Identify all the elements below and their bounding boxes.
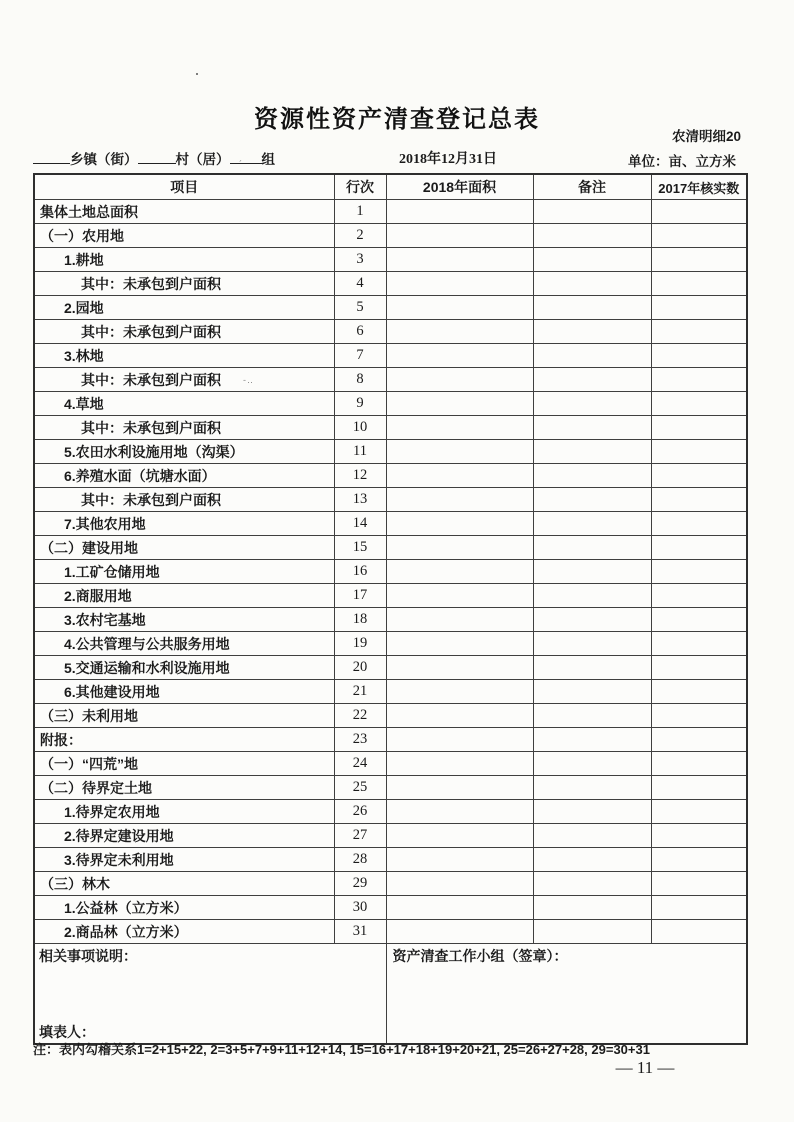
verified-2017-cell [651,632,747,656]
row-label: 其中：未承包到户面积 [81,323,221,340]
remark-cell [533,248,651,272]
row-label-cell [34,608,334,632]
area-2018-cell [386,368,533,392]
area-2018-cell [386,560,533,584]
info-line [0,148,794,168]
table-row [34,800,747,824]
row-label-cell [34,536,334,560]
area-2018-cell [386,344,533,368]
table-row [34,752,747,776]
signature-cell [386,944,747,1045]
remark-cell [533,800,651,824]
row-line-number: 20 [334,656,386,680]
row-line-number: 4 [334,272,386,296]
table-row [34,632,747,656]
verified-2017-cell [651,248,747,272]
table-row [34,680,747,704]
row-line-number: 25 [334,776,386,800]
row-label: 5.农田水利设施用地（沟渠） [64,443,244,460]
row-label-cell [34,704,334,728]
table-row [34,488,747,512]
row-label-cell [34,488,334,512]
row-line-number: 19 [334,632,386,656]
table-body [34,200,747,944]
row-line-number: 26 [334,800,386,824]
row-label-cell [34,464,334,488]
row-line-number: 3 [334,248,386,272]
row-line-number: 24 [334,752,386,776]
row-label: 集体土地总面积 [40,203,138,220]
row-line-number: 7 [334,344,386,368]
location-fill-line [33,148,275,168]
row-line-number: 31 [334,920,386,944]
verified-2017-cell [651,728,747,752]
area-2018-cell [386,896,533,920]
row-label: 其中：未承包到户面积 [81,419,221,436]
table-header-row [34,174,747,200]
row-line-number: 18 [334,608,386,632]
signature-label: 资产清查工作小组（签章）： [392,948,568,964]
area-2018-cell [386,536,533,560]
remark-cell [533,608,651,632]
unit-label: 单位：亩、立方米 [628,154,736,169]
table-row [34,296,747,320]
column-header-item: 项目 [34,174,334,200]
row-label-cell [34,584,334,608]
remark-cell [533,464,651,488]
area-2018-cell [386,632,533,656]
row-line-number: 1 [334,200,386,224]
table-row [34,728,747,752]
verified-2017-cell [651,680,747,704]
remark-cell [533,320,651,344]
table-row [34,776,747,800]
column-header-remark: 备注 [533,174,651,200]
row-label: （一）“四荒”地 [40,755,138,772]
remark-cell [533,872,651,896]
row-label-cell [34,656,334,680]
verified-2017-cell [651,488,747,512]
row-label: 附报： [40,731,82,748]
remark-cell [533,512,651,536]
table-row [34,656,747,680]
row-label: 2.园地 [64,299,104,316]
remark-cell [533,632,651,656]
table-row [34,560,747,584]
row-label: 3.林地 [64,347,104,364]
verified-2017-cell [651,320,747,344]
remark-cell [533,344,651,368]
verified-2017-cell [651,656,747,680]
row-label: 1.工矿仓储用地 [64,563,160,580]
row-label: 2.商服用地 [64,587,132,604]
row-label: 7.其他农用地 [64,515,146,532]
remark-cell [533,776,651,800]
area-2018-cell [386,728,533,752]
village-blank-field [138,150,176,164]
row-label: 5.交通运输和水利设施用地 [64,659,230,676]
verified-2017-cell [651,536,747,560]
row-label: （三）林木 [40,875,110,892]
area-2018-cell [386,488,533,512]
row-label: 1.待界定农用地 [64,803,160,820]
area-2018-cell [386,800,533,824]
remark-cell [533,680,651,704]
row-label-cell [34,560,334,584]
row-label-cell [34,776,334,800]
area-2018-cell [386,248,533,272]
row-label-cell [34,200,334,224]
remark-cell [533,416,651,440]
verified-2017-cell [651,872,747,896]
row-label: 其中：未承包到户面积 [81,491,221,508]
area-2018-cell [386,584,533,608]
remark-cell [533,824,651,848]
remark-cell [533,920,651,944]
row-label-cell [34,824,334,848]
verified-2017-cell [651,440,747,464]
row-label-cell [34,416,334,440]
verified-2017-cell [651,224,747,248]
table-row [34,344,747,368]
row-label: 其中：未承包到户面积 [81,371,221,388]
scan-artifact: -‥ [243,374,255,385]
remark-cell [533,848,651,872]
verified-2017-cell [651,752,747,776]
row-label-cell [34,440,334,464]
table-row [34,920,747,944]
row-line-number: 14 [334,512,386,536]
verified-2017-cell [651,344,747,368]
verified-2017-cell [651,512,747,536]
row-label-cell [34,392,334,416]
inventory-table [33,173,748,1045]
verified-2017-cell [651,416,747,440]
row-label-cell [34,296,334,320]
table-row [34,320,747,344]
row-label: 其中：未承包到户面积 [81,275,221,292]
row-line-number: 8 [334,368,386,392]
row-label: （二）建设用地 [40,539,138,556]
report-date: 2018年12月31日 [399,152,497,167]
area-2018-cell [386,224,533,248]
table-row [34,896,747,920]
verified-2017-cell [651,920,747,944]
table-row [34,608,747,632]
area-2018-cell [386,392,533,416]
row-line-number: 16 [334,560,386,584]
page-title: 资源性资产清查登记总表 [254,106,540,134]
row-line-number: 30 [334,896,386,920]
area-2018-cell [386,680,533,704]
area-2018-cell [386,320,533,344]
remark-cell [533,656,651,680]
table-row [34,584,747,608]
row-line-number: 13 [334,488,386,512]
row-label-cell [34,872,334,896]
row-line-number: 28 [334,848,386,872]
row-label-cell [34,680,334,704]
row-line-number: 29 [334,872,386,896]
table-row [34,272,747,296]
area-2018-cell [386,416,533,440]
row-line-number: 23 [334,728,386,752]
row-label-cell [34,344,334,368]
column-header-verified-2017: 2017年核实数 [651,174,747,200]
verified-2017-cell [651,464,747,488]
verified-2017-cell [651,200,747,224]
verified-2017-cell [651,848,747,872]
remark-cell [533,896,651,920]
township-label: 乡镇（街） [70,152,138,167]
table-row [34,416,747,440]
group-label: 组 [261,152,275,167]
row-label-cell [34,224,334,248]
table-row [34,824,747,848]
verified-2017-cell [651,896,747,920]
row-label: 3.农村宅基地 [64,611,146,628]
row-label: （三）未利用地 [40,707,138,724]
remark-cell [533,728,651,752]
table-row [34,248,747,272]
table-row [34,848,747,872]
area-2018-cell [386,752,533,776]
verified-2017-cell [651,704,747,728]
column-header-area-2018: 2018年面积 [386,174,533,200]
row-line-number: 11 [334,440,386,464]
row-label-cell [34,920,334,944]
remark-cell [533,200,651,224]
remark-cell [533,392,651,416]
table-row [34,200,747,224]
related-notes-label: 相关事项说明： [39,948,137,964]
row-line-number: 5 [334,296,386,320]
row-label-cell [34,512,334,536]
remark-cell [533,296,651,320]
verified-2017-cell [651,776,747,800]
row-line-number: 2 [334,224,386,248]
table-row [34,704,747,728]
area-2018-cell [386,704,533,728]
row-label-cell [34,800,334,824]
table-row [34,224,747,248]
row-line-number: 27 [334,824,386,848]
verified-2017-cell [651,392,747,416]
form-code: 农清明细20 [672,129,742,144]
area-2018-cell [386,440,533,464]
verified-2017-cell [651,608,747,632]
page-number: — 11 — [615,1058,675,1077]
remark-cell [533,704,651,728]
area-2018-cell [386,464,533,488]
area-2018-cell [386,512,533,536]
remark-cell [533,440,651,464]
row-label: 2.商品林（立方米） [64,923,188,940]
remark-cell [533,536,651,560]
row-line-number: 15 [334,536,386,560]
row-label: 4.草地 [64,395,104,412]
remark-cell [533,224,651,248]
table-row [34,368,747,392]
row-label: （一）农用地 [40,227,124,244]
row-line-number: 12 [334,464,386,488]
checking-relations-note: 注：表内勾稽关系1=2+15+22, 2=3+5+7+9+11+12+14, 15=16+17+18+19+20+21, 25=26+27+28, 29=30+31 [33,1042,650,1057]
handwritten-mark: ˏ [238,151,244,163]
table-row [34,512,747,536]
table-row [34,872,747,896]
row-line-number: 17 [334,584,386,608]
area-2018-cell [386,296,533,320]
row-label-cell [34,752,334,776]
verified-2017-cell [651,800,747,824]
area-2018-cell [386,872,533,896]
area-2018-cell [386,824,533,848]
row-label: 4.公共管理与公共服务用地 [64,635,230,652]
row-label: 6.养殖水面（坑塘水面） [64,467,216,484]
row-label-cell [34,320,334,344]
row-label-cell [34,728,334,752]
remark-cell [533,752,651,776]
area-2018-cell [386,920,533,944]
row-label-cell [34,368,334,392]
row-line-number: 22 [334,704,386,728]
township-blank-field [33,150,70,164]
verified-2017-cell [651,296,747,320]
scan-speck [196,73,198,75]
verified-2017-cell [651,824,747,848]
table-footer-row [34,944,747,1045]
group-blank-field [230,150,262,164]
area-2018-cell [386,200,533,224]
area-2018-cell [386,848,533,872]
verified-2017-cell [651,272,747,296]
area-2018-cell [386,776,533,800]
area-2018-cell [386,656,533,680]
preparer-label: 填表人： [39,1024,95,1040]
verified-2017-cell [651,584,747,608]
row-label: 3.待界定未利用地 [64,851,174,868]
row-label: （二）待界定土地 [40,779,152,796]
area-2018-cell [386,608,533,632]
column-header-line: 行次 [334,174,386,200]
area-2018-cell [386,272,533,296]
table-row [34,440,747,464]
remark-cell [533,368,651,392]
row-label: 1.耕地 [64,251,104,268]
remark-cell [533,488,651,512]
table-row [34,464,747,488]
row-label-cell [34,632,334,656]
remark-cell [533,272,651,296]
row-label-cell [34,272,334,296]
row-label: 1.公益林（立方米） [64,899,188,916]
remark-cell [533,584,651,608]
verified-2017-cell [651,560,747,584]
row-label-cell [34,248,334,272]
village-label: 村（居） [175,152,230,167]
remark-cell [533,560,651,584]
row-label: 6.其他建设用地 [64,683,160,700]
verified-2017-cell [651,368,747,392]
row-line-number: 21 [334,680,386,704]
row-line-number: 10 [334,416,386,440]
row-label-cell [34,896,334,920]
table-row [34,392,747,416]
row-line-number: 6 [334,320,386,344]
row-label-cell [34,848,334,872]
row-line-number: 9 [334,392,386,416]
row-label: 2.待界定建设用地 [64,827,174,844]
table-row [34,536,747,560]
related-notes-cell [34,944,386,1045]
